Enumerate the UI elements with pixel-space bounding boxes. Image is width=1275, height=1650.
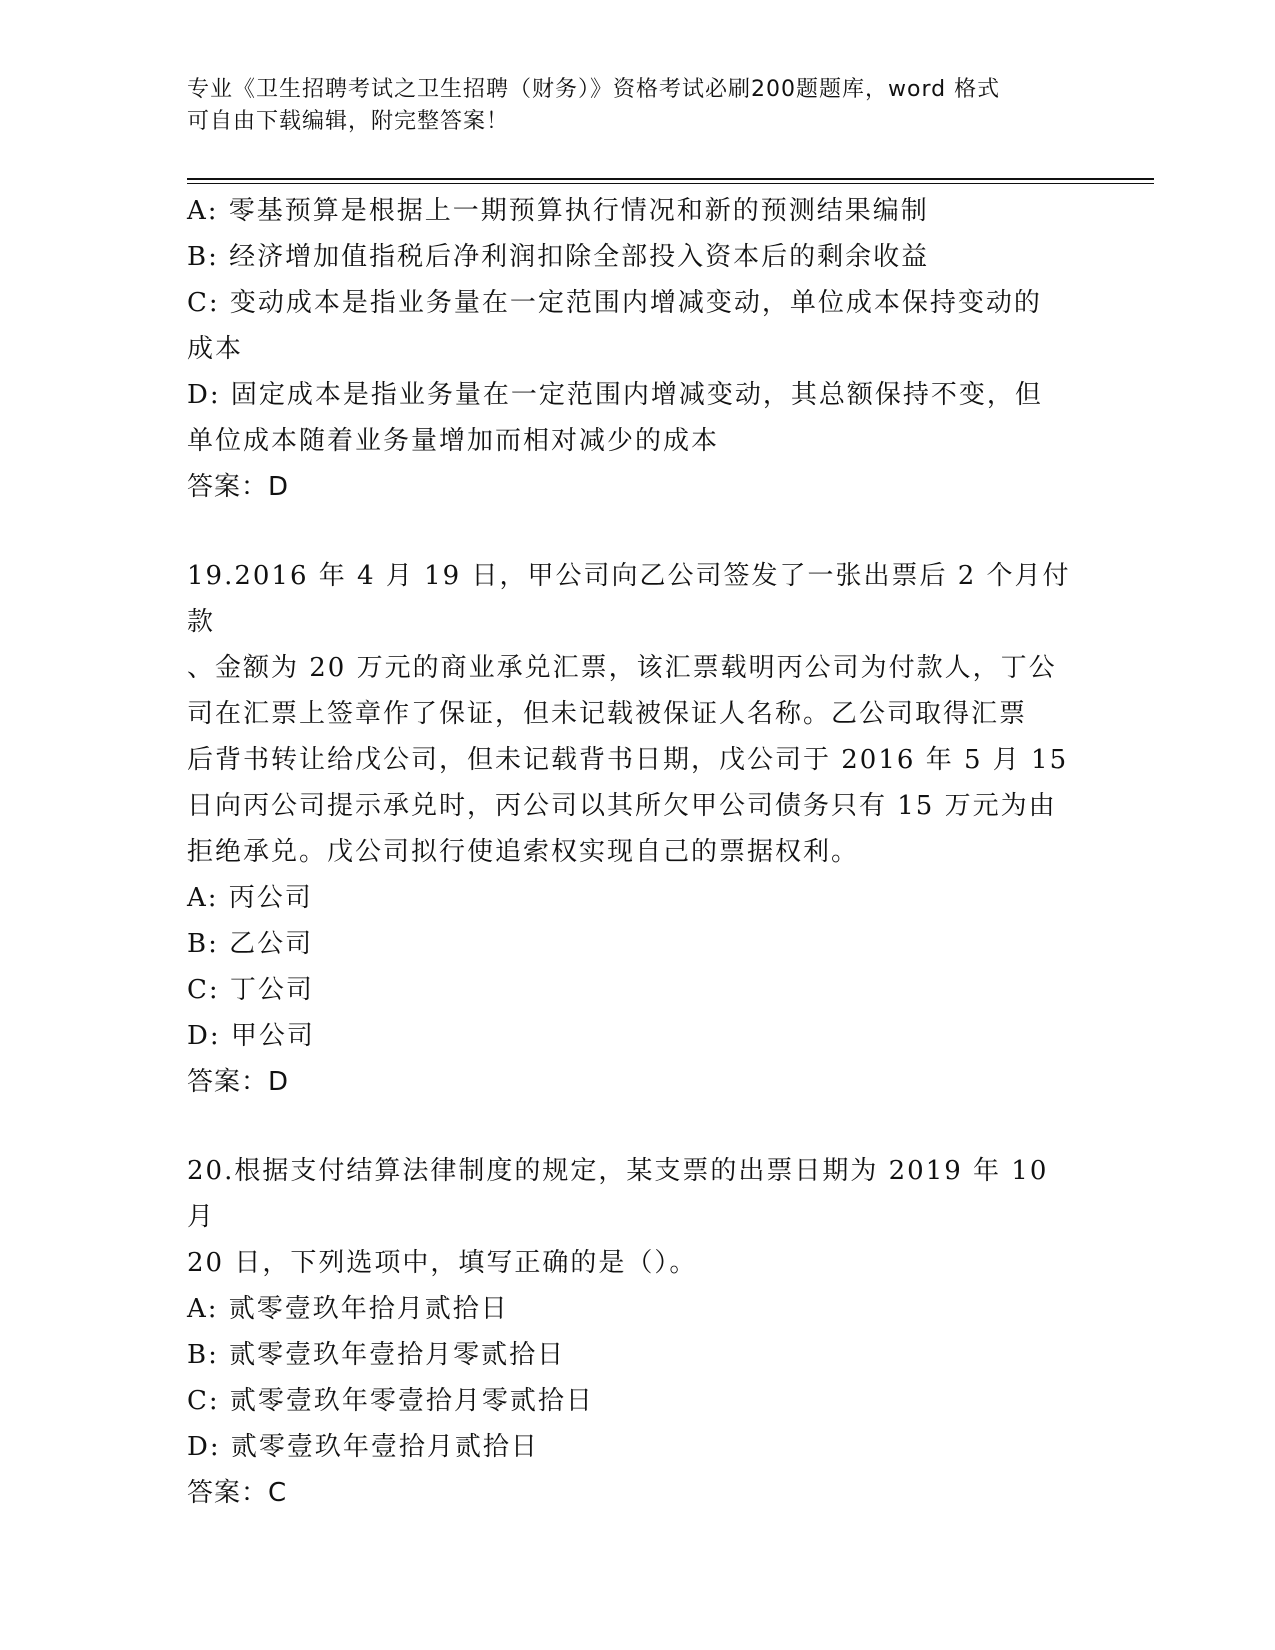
q19-answer: 答案：D (187, 1067, 290, 1097)
q19-stem-line-3: 司在汇票上签章作了保证，但未记载被保证人名称。乙公司取得汇票 (187, 699, 1028, 729)
q18-option-c-line-1: C: 变动成本是指业务量在一定范围内增减变动，单位成本保持变动的 (187, 288, 1042, 318)
q19-stem-line-4: 后背书转让给戊公司，但未记载背书日期，戊公司于 2016 年 5 月 15 (187, 745, 1069, 775)
question-18 (187, 188, 1077, 510)
q18-option-d-line-1: D: 固定成本是指业务量在一定范围内增减变动，其总额保持不变，但 (187, 380, 1043, 410)
q18-answer: 答案：D (187, 472, 290, 502)
q20-option-c: C: 贰零壹玖年零壹拾月零贰拾日 (187, 1386, 594, 1416)
q20-option-b: B: 贰零壹玖年壹拾月零贰拾日 (187, 1340, 566, 1370)
question-20 (187, 1148, 1077, 1516)
header-rule-thin (187, 183, 1154, 184)
q20-option-a: A: 贰零壹玖年拾月贰拾日 (187, 1294, 509, 1324)
q18-option-d-line-2: 单位成本随着业务量增加而相对减少的成本 (187, 426, 720, 456)
question-19 (187, 553, 1077, 1105)
q20-stem-line-2: 20 日，下列选项中，填写正确的是（）。 (187, 1248, 698, 1278)
document-body (187, 188, 1077, 1516)
question-gap (187, 1105, 1077, 1148)
header-title-line-2: 可自由下载编辑，附完整答案！ (187, 109, 510, 134)
q18-option-b: B: 经济增加值指税后净利润扣除全部投入资本后的剩余收益 (187, 242, 930, 272)
q19-stem-line-1: 19.2016 年 4 月 19 日，甲公司向乙公司签发了一张出票后 2 个月付款 (187, 561, 1071, 637)
header-title-line-1: 专业《卫生招聘考试之卫生招聘（财务）》资格考试必刷200题题库，word 格式 (187, 77, 1001, 102)
q18-option-a: A: 零基预算是根据上一期预算执行情况和新的预测结果编制 (187, 196, 929, 226)
q19-option-d: D: 甲公司 (187, 1021, 315, 1051)
q18-option-c-line-2: 成本 (187, 334, 244, 364)
q19-stem-line-6: 拒绝承兑。戊公司拟行使追索权实现自己的票据权利。 (187, 837, 860, 867)
q19-stem-line-2: 、金额为 20 万元的商业承兑汇票，该汇票载明丙公司为付款人，丁公 (187, 653, 1057, 683)
q19-stem-line-5: 日向丙公司提示承兑时，丙公司以其所欠甲公司债务只有 15 万元为由 (187, 791, 1057, 821)
q20-answer: 答案：C (187, 1478, 288, 1508)
q20-option-d: D: 贰零壹玖年壹拾月贰拾日 (187, 1432, 539, 1462)
document-header (187, 74, 1067, 138)
q20-stem-line-1: 20.根据支付结算法律制度的规定，某支票的出票日期为 2019 年 10 月 (187, 1156, 1049, 1232)
question-gap (187, 510, 1077, 553)
q19-option-a: A: 丙公司 (187, 883, 313, 913)
q19-option-c: C: 丁公司 (187, 975, 314, 1005)
header-rule-thick (187, 178, 1154, 180)
q19-option-b: B: 乙公司 (187, 929, 314, 959)
